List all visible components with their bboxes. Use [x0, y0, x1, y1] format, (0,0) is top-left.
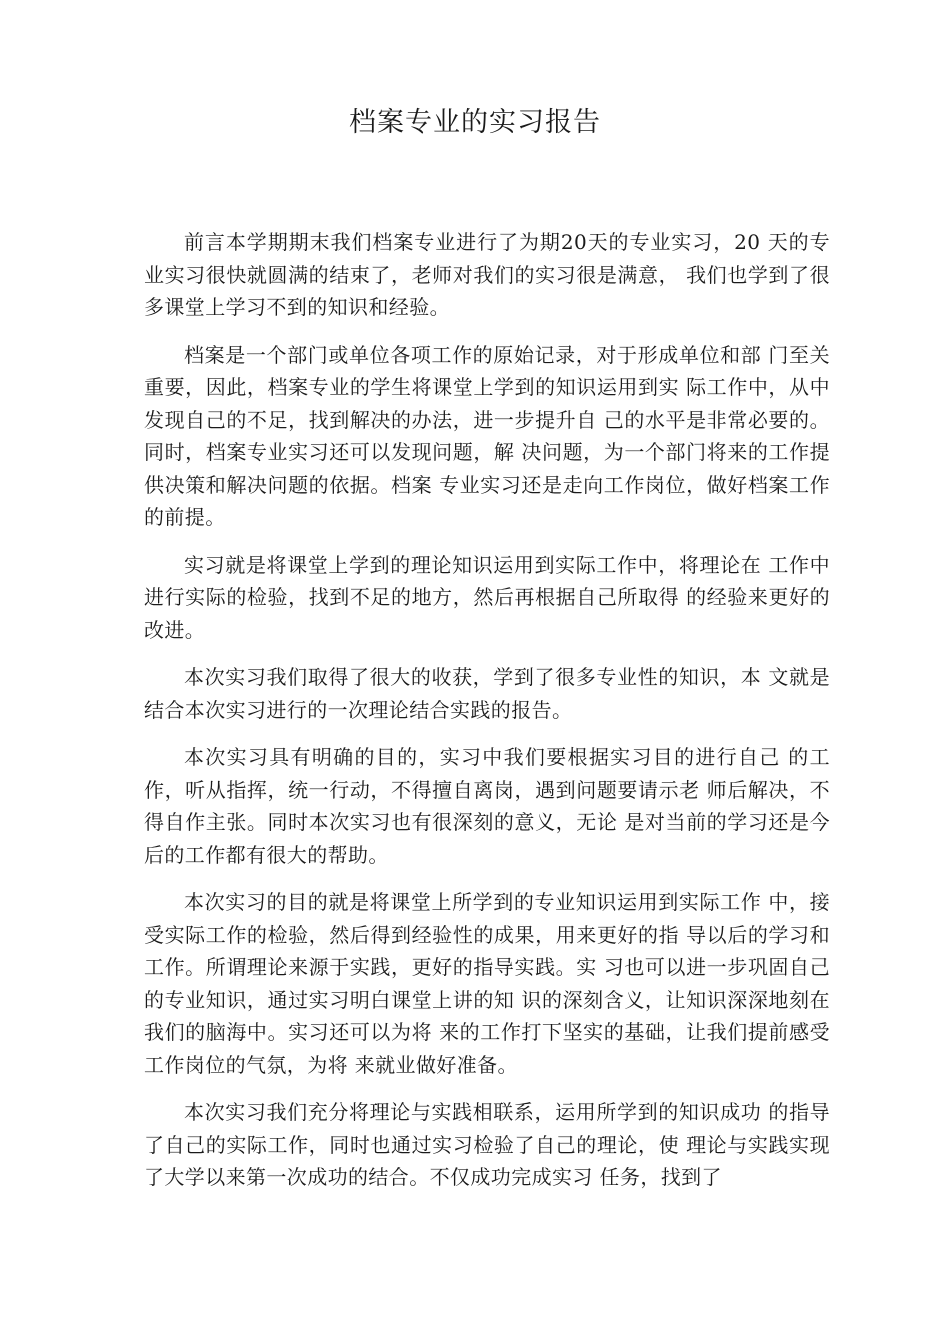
paragraph-internship-definition: 实习就是将课堂上学到的理论知识运用到实际工作中，将理论在 工作中进行实际的检验，找到不足的地方，然后再根据自己所取得 的经验来更好的改进。	[144, 552, 830, 642]
paragraph-theory-practice: 本次实习我们充分将理论与实践相联系，运用所学到的知识成功 的指导了自己的实际工作，同时也通过实习检验了自己的理论，使 理论与实践实现了大学以来第一次成功的结合。不仅成功完成实习 任务，找到了	[144, 1100, 830, 1189]
document-title: 档案专业的实习报告	[349, 107, 601, 138]
document-body	[144, 226, 830, 1209]
paragraph-preface: 前言本学期期末我们档案专业进行了为期20天的专业实习，20 天的专业实习很快就圆满的结束了，老师对我们的实习很是满意， 我们也学到了很多课堂上学习不到的知识和经验。	[144, 230, 830, 319]
paragraph-objective: 本次实习的目的就是将课堂上所学到的专业知识运用到实际工作 中，接受实际工作的检验，然后得到经验性的成果，用来更好的指 导以后的学习和工作。所谓理论来源于实践，更好的指导实践。实 习也可以进一步巩固自己的专业知识，通过实习明白课堂上讲的知 识的深刻含义，让知识深深地刻在我们的脑海中。实习还可以为将 来的工作打下坚实的基础，让我们提前感受工作岗位的气氛，为将 来就业做好准备。	[144, 890, 830, 1077]
paragraph-gains: 本次实习我们取得了很大的收获，学到了很多专业性的知识，本 文就是结合本次实习进行的一次理论结合实践的报告。	[144, 665, 830, 722]
paragraph-archive-importance: 档案是一个部门或单位各项工作的原始记录，对于形成单位和部 门至关重要，因此，档案专业的学生将课堂上学到的知识运用到实 际工作中，从中发现自己的不足，找到解决的办法，进一步提升自 己的水平是非常必要的。同时，档案专业实习还可以发现问题，解 决问题，为一个部门将来的工作提供决策和解决问题的依据。档案 专业实习还是走向工作岗位，做好档案工作的前提。	[144, 342, 830, 529]
paragraph-purpose: 本次实习具有明确的目的，实习中我们要根据实习目的进行自己 的工作，听从指挥，统一行动，不得擅自离岗，遇到问题要请示老 师后解决，不得自作主张。同时本次实习也有很深刻的意义，无论 是对当前的学习还是今后的工作都有很大的帮助。	[144, 745, 830, 867]
